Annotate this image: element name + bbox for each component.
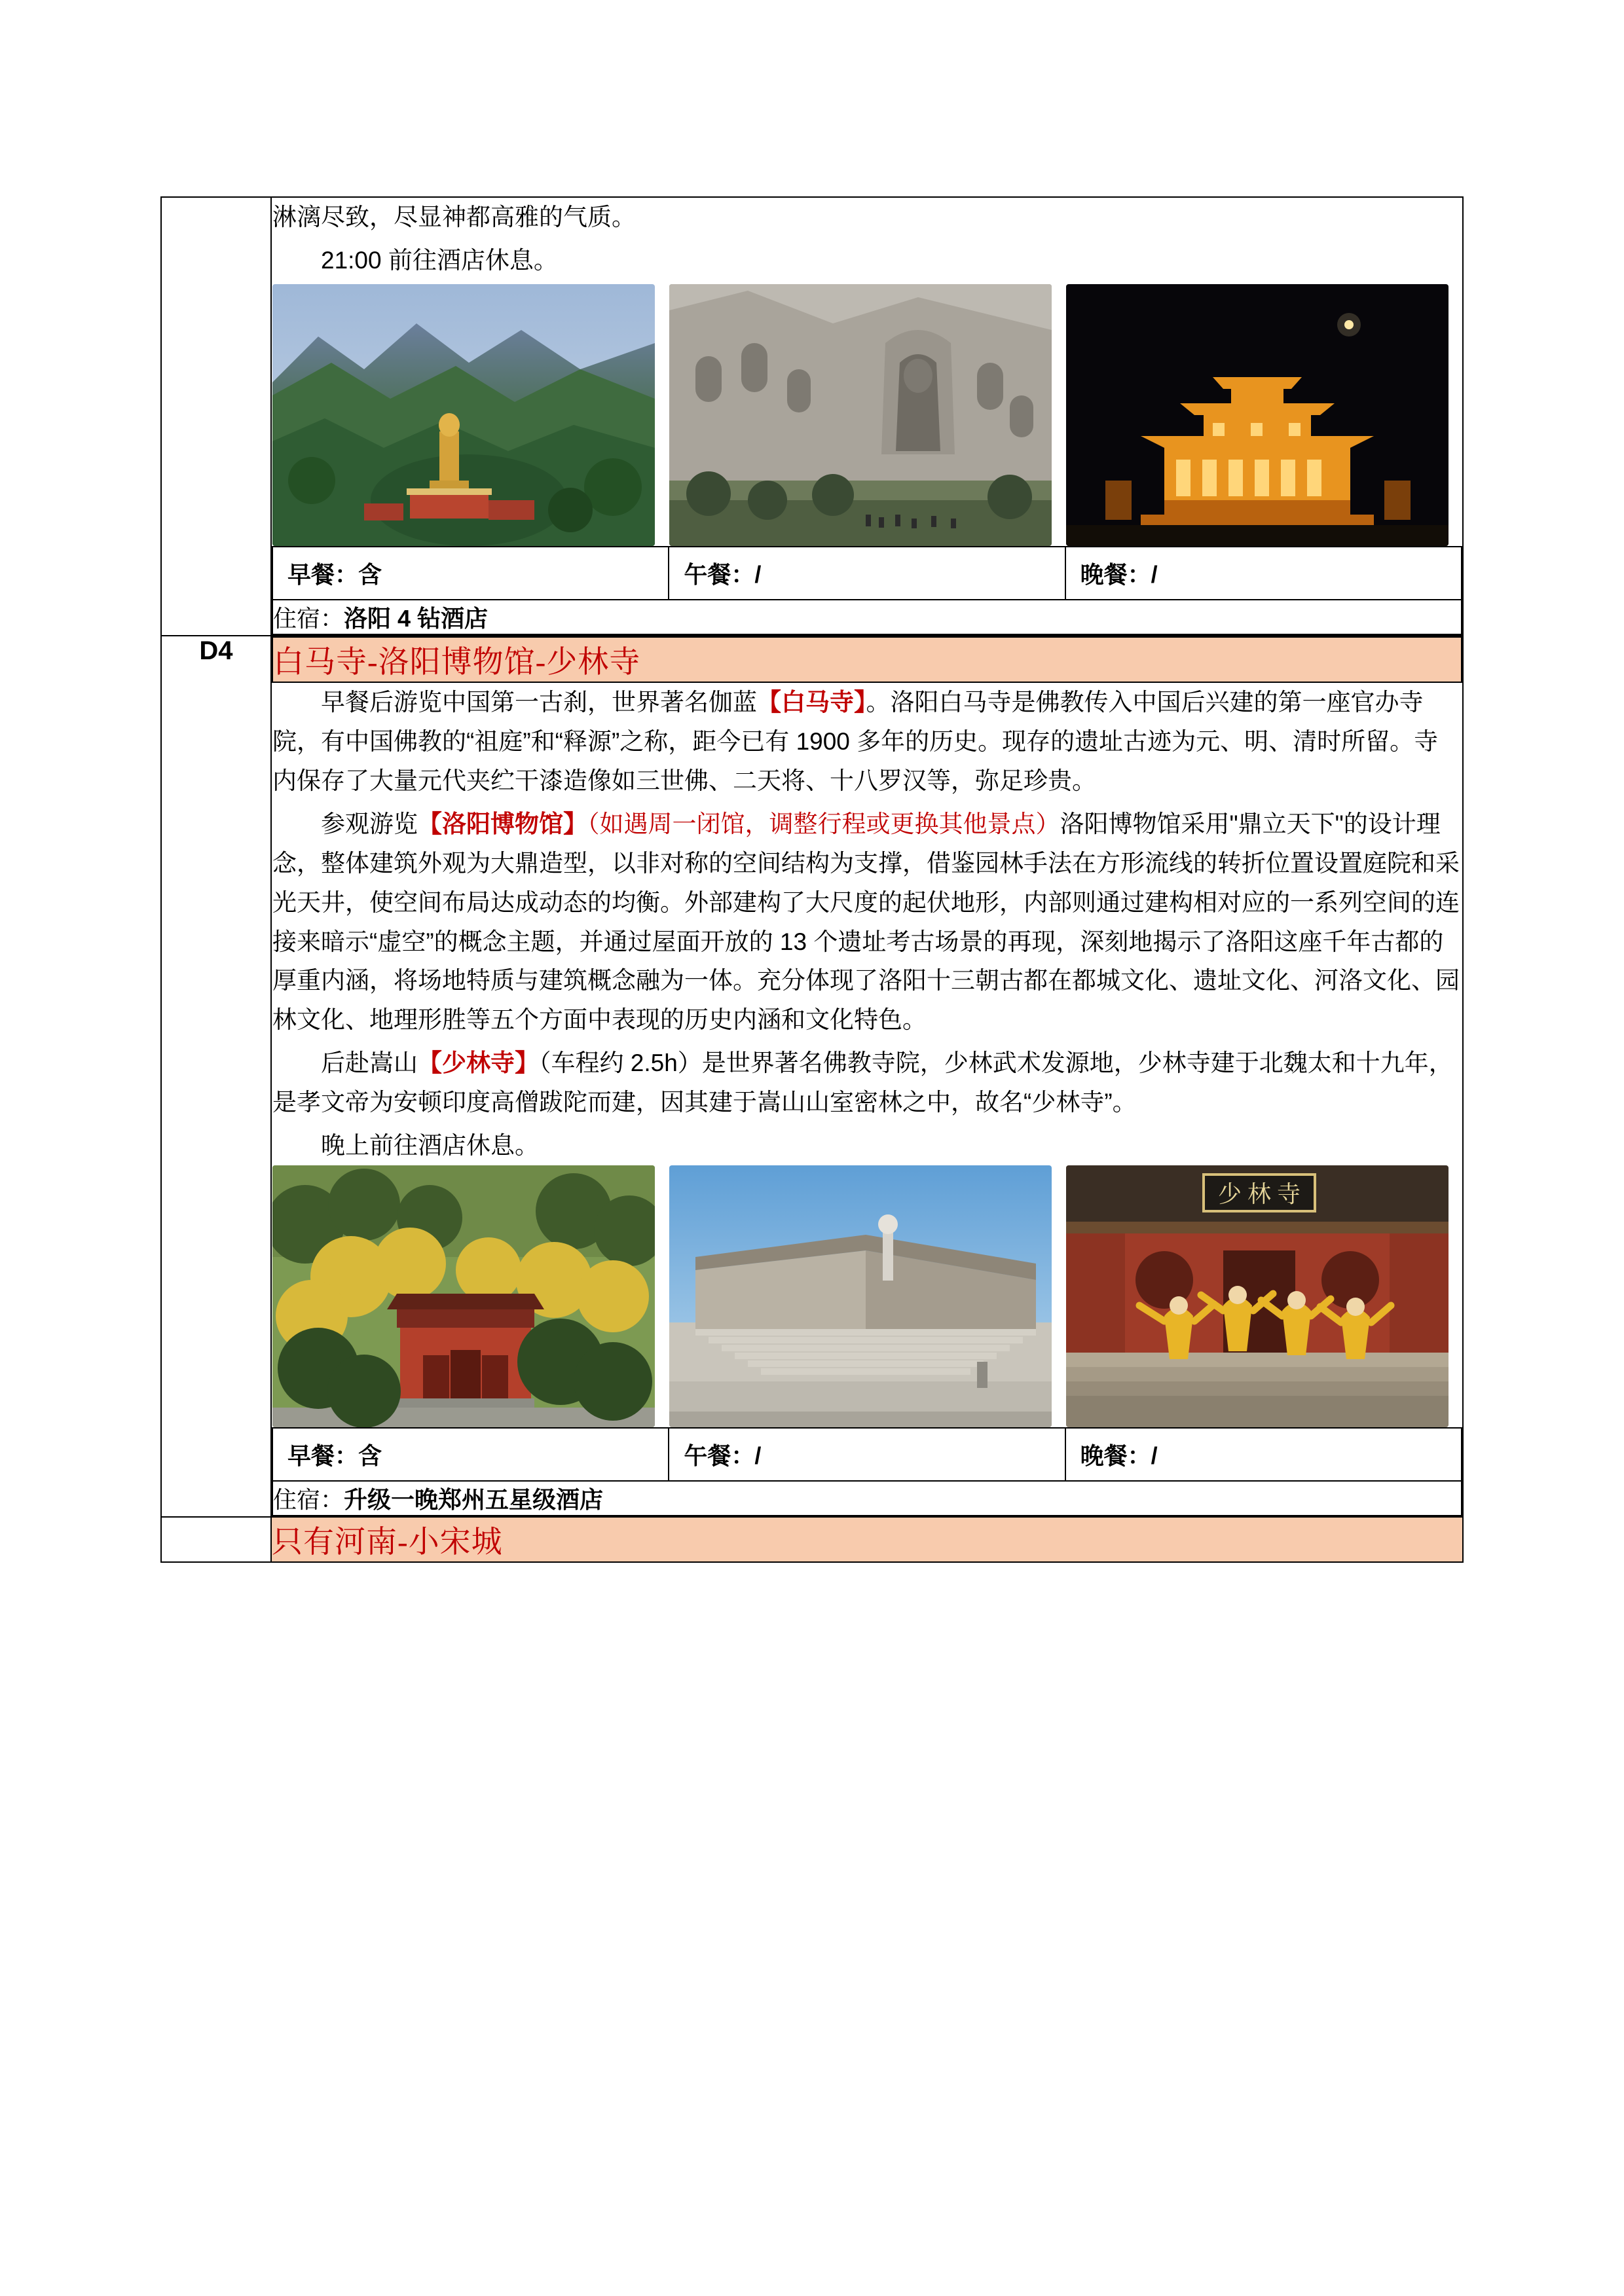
day-content-d5: [271, 1517, 1463, 1562]
photo-luoyang-museum: [669, 1165, 1052, 1427]
day-label-cell-d4: D4: [161, 636, 271, 1517]
text-segment: （车程约 2.5h）是世界著名佛教寺院，少林武术发源地，少林寺建于北魏太和十九年，是孝文帝为安顿印度高僧跋陀而建，因其建于嵩山山室密林之中，故名“少林寺”。: [272, 1049, 1453, 1116]
meals-row-d3: [272, 547, 1462, 600]
photo-buddha-mountain: [272, 284, 655, 546]
dinner-cell-d3: [1065, 547, 1462, 600]
dinner-label: 晚餐：: [1080, 1442, 1151, 1470]
inner-table-d4: [272, 636, 1462, 1516]
section-title-bar-d5: [272, 1518, 1462, 1561]
paragraph-baimasi: [272, 683, 1462, 801]
section-title-d4: 白马寺-洛阳博物馆-少林寺: [273, 645, 641, 680]
dinner-value: /: [1151, 1442, 1158, 1470]
accommodation-label: 住宿：: [273, 1486, 344, 1514]
accommodation-label: 住宿：: [273, 604, 344, 632]
accommodation-row-d3: [272, 600, 1462, 634]
photo-shaolin-monks: [1066, 1165, 1449, 1427]
description-block-d3: [272, 198, 1462, 284]
note-closed-monday: （如遇周一闭馆，调整行程或更换其他景点）: [587, 810, 1060, 837]
breakfast-cell-d4: [272, 1428, 669, 1481]
accommodation-value: 洛阳 4 钻酒店: [344, 604, 489, 632]
text-segment: 晚上前往酒店休息。: [321, 1132, 539, 1159]
itinerary-table: [160, 196, 1464, 1563]
text-segment: 早餐后游览中国第一古刹，世界著名伽蓝: [321, 688, 757, 716]
section-title-d5: 只有河南-小宋城: [272, 1525, 503, 1560]
highlight-museum: 【洛阳博物馆】: [418, 810, 587, 837]
inner-table-d5: [272, 1518, 1462, 1561]
breakfast-value: 含: [358, 560, 382, 588]
highlight-shaolin: 【少林寺】: [418, 1049, 539, 1077]
text-segment: 后赴嵩山: [321, 1049, 418, 1077]
breakfast-cell-d3: [272, 547, 669, 600]
day-label-cell-d3: [161, 197, 271, 636]
paragraph-shaolin: [272, 1044, 1462, 1122]
lunch-label: 午餐：: [684, 560, 755, 588]
section-title-bar-d4: [272, 637, 1462, 682]
dinner-value: /: [1151, 560, 1158, 588]
accommodation-value: 升级一晚郑州五星级酒店: [344, 1486, 604, 1514]
table-row-d4: [161, 636, 1463, 1517]
photo-night-palace: [1066, 284, 1449, 546]
breakfast-label: 早餐：: [287, 560, 359, 588]
text-segment: 参观游览: [321, 810, 418, 837]
paragraph-museum: [272, 805, 1462, 1040]
breakfast-value: 含: [358, 1442, 382, 1470]
meals-row-d4: [272, 1428, 1462, 1481]
highlight-baimasi: 【白马寺】: [757, 688, 866, 716]
description-block-d4: [272, 682, 1462, 1165]
lunch-value: /: [754, 560, 762, 588]
table-row-d5-start: [161, 1517, 1463, 1562]
lunch-cell-d4: [669, 1428, 1065, 1481]
dinner-label: 晚餐：: [1080, 560, 1151, 588]
photo-strip-d4: [272, 1165, 1462, 1428]
lunch-label: 午餐：: [684, 1442, 755, 1470]
lunch-cell-d3: [669, 547, 1065, 600]
day-content-d4: [271, 636, 1463, 1517]
text-segment: 洛阳博物馆采用"鼎立天下"的设计理念，整体建筑外观为大鼎造型，以非对称的空间结构为支撑，借鉴园林手法在方形流线的转折位置设置庭院和采光天井，使空间布局达成动态的均衡。外部建构了大尺度的起伏地形，内部则通过建构相对应的一系列空间的连接来暗示“虚空”的概念主题，并通过屋面开放的 13 个遗址考古场景的再现，深刻地揭示了洛阳这座千年古都的厚重内涵，将场地特质与建筑概念融为一体。充分体现了洛阳十三朝古都在都城文化、遗址文化、河洛文化、园林文化、地理形胜等五个方面中表现的历史内涵和文化特色。: [272, 810, 1460, 1034]
day-label-cell-d5: [161, 1517, 271, 1562]
paragraph: 淋漓尽致，尽显神都高雅的气质。: [272, 204, 636, 230]
table-row-d3-continued: [161, 197, 1463, 636]
inner-table-d3: [272, 198, 1462, 635]
paragraph-evening: [272, 1126, 1462, 1165]
day-content-d3: [271, 197, 1463, 636]
breakfast-label: 早餐：: [287, 1442, 359, 1470]
photo-white-horse-temple: [272, 1165, 655, 1427]
photo-strip-d3: [272, 284, 1462, 547]
dinner-cell-d4: [1065, 1428, 1462, 1481]
photo-longmen-grottoes: [669, 284, 1052, 546]
paragraph: 21:00 前往酒店休息。: [321, 246, 558, 274]
lunch-value: /: [754, 1442, 762, 1470]
svg-text:少 林 寺: 少 林 寺: [1217, 1181, 1301, 1208]
accommodation-row-d4: [272, 1481, 1462, 1516]
text-segment: 。洛阳白马寺是佛教传入中国后兴建的第一座官办寺院，有中国佛教的“祖庭”和“释源”之称，距今已有 1900 多年的历史。现存的遗址古迹为元、明、清时所留。寺内保存了大量元代夹纻干漆造像如三世佛、二天将、十八罗汉等，弥足珍贵。: [272, 688, 1439, 794]
